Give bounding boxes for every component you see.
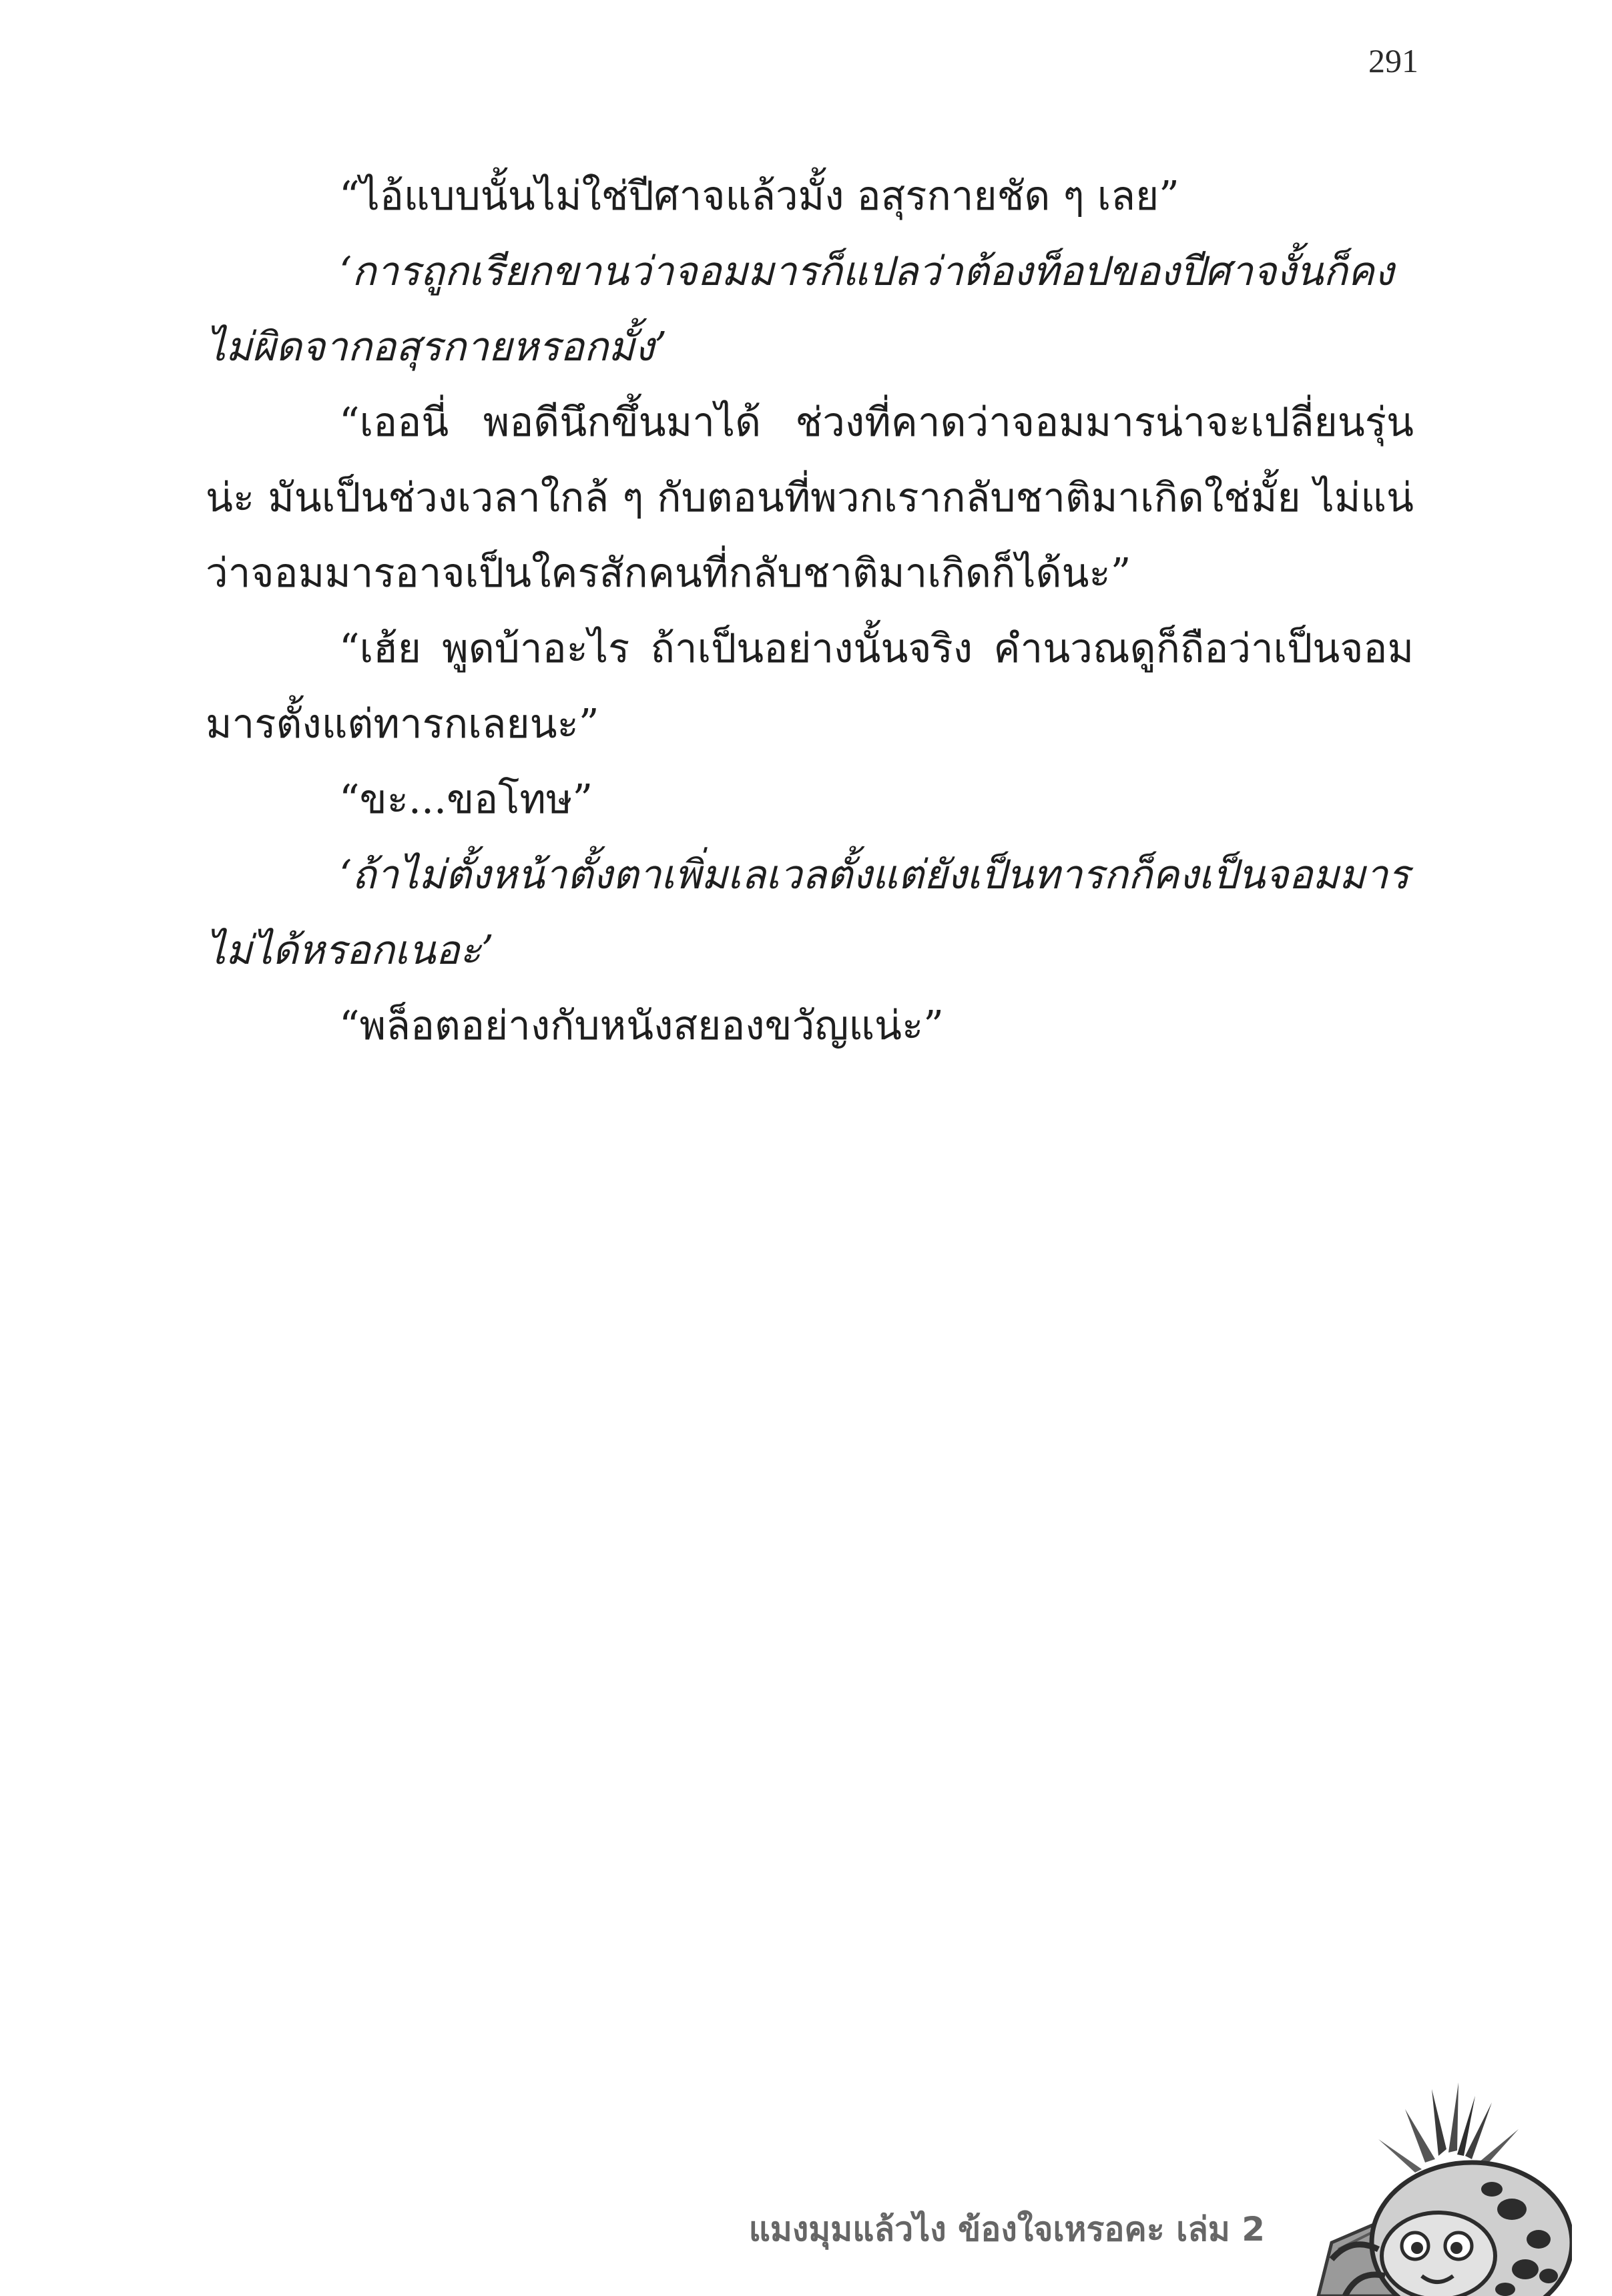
book-title: แมงมุมแล้วไง ข้องใจเหรอคะ เล่ม 2 xyxy=(748,2210,1265,2249)
body-text xyxy=(206,159,1414,1064)
running-footer xyxy=(678,2076,1612,2296)
paragraph-thought: ‘การถูกเรียกขานว่าจอมมารก็แปลว่าต้องท็อปของปีศาจงั้นก็คงไม่ผิดจากอสุรกายหรอกมั้ง’ xyxy=(206,248,1394,370)
paragraph-dialogue: “เออนี่ พอดีนึกขึ้นมาได้ ช่วงที่คาดว่าจอมมารน่าจะเปลี่ยนรุ่นน่ะ มันเป็นช่วงเวลาใกล้ ๆ กับตอนที่พวกเรากลับชาติมาเกิดใช่มั้ย ไม่แน่ว่าจอมมารอาจเป็นใครสักคนที่กลับชาติมาเกิดก็ได้นะ” xyxy=(206,399,1414,597)
paragraph-dialogue: “พล็อตอย่างกับหนังสยองขวัญแน่ะ” xyxy=(339,1002,944,1049)
page-number: 291 xyxy=(1368,42,1418,79)
paragraph-dialogue: “ขะ...ขอโทษ” xyxy=(339,776,593,823)
paragraph-thought: ‘ถ้าไม่ตั้งหน้าตั้งตาเพิ่มเลเวลตั้งแต่ยังเป็นทารกก็คงเป็นจอมมารไม่ได้หรอกเนอะ’ xyxy=(206,852,1410,974)
paragraph-dialogue: “เฮ้ย พูดบ้าอะไร ถ้าเป็นอย่างนั้นจริง คำนวณดูก็ถือว่าเป็นจอมมารตั้งแต่ทารกเลยนะ” xyxy=(206,625,1414,748)
paragraph-dialogue: “ไอ้แบบนั้นไม่ใช่ปีศาจแล้วมั้ง อสุรกายชัด ๆ เลย” xyxy=(339,173,1179,220)
spider-character-icon xyxy=(1305,2076,1572,2296)
